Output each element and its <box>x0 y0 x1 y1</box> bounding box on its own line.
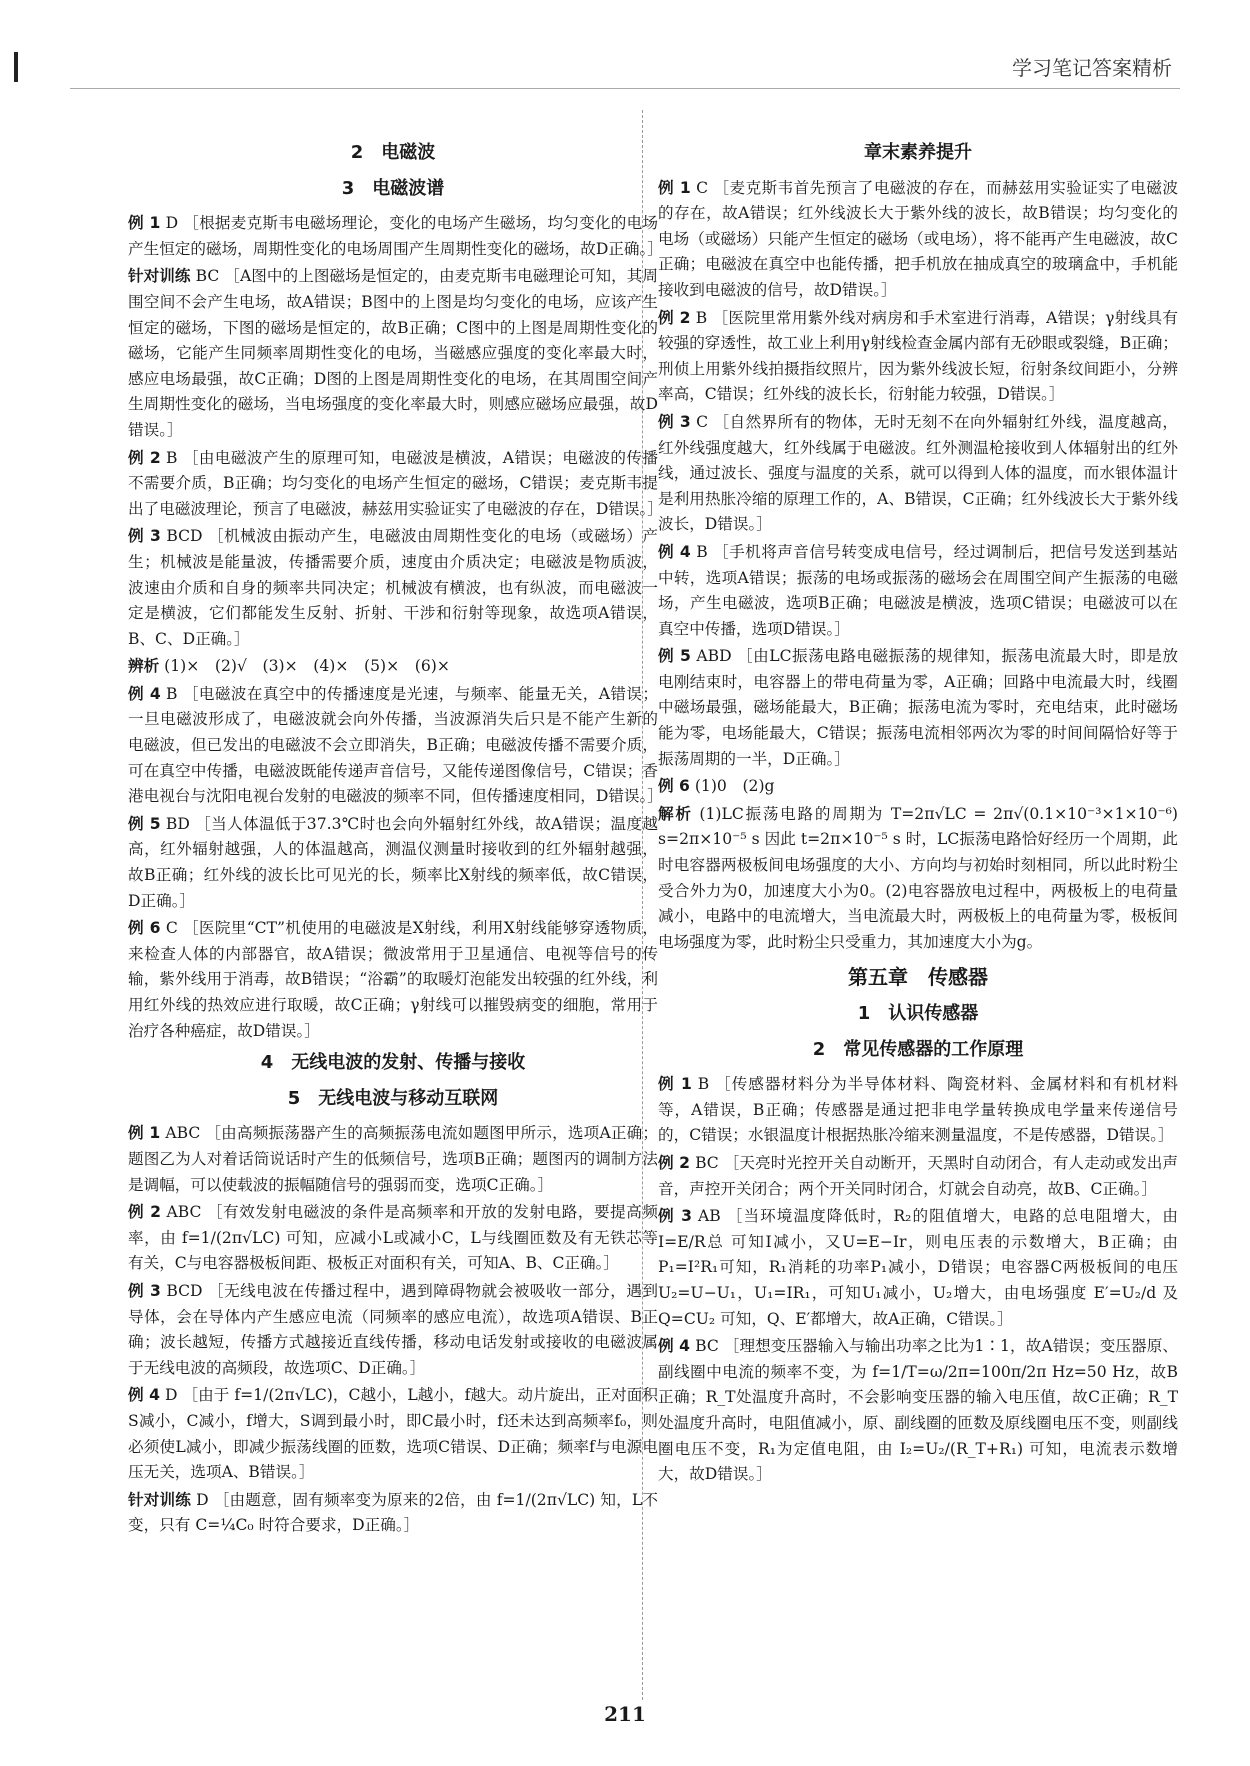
answer-text: BC ［A图中的上图磁场是恒定的，由麦克斯韦电磁理论可知，其周围空间不会产生电场，故A错误；B图中的上图是均匀变化的电场，应该产生恒定的磁场，下图的磁场是恒定的，故B正确；C图中的上图是周期性变化的磁场，它能产生同频率周期性变化的电场，当磁感应强度的变化率最大时，感应电场最强，故C正确；D图的上图是周期性变化的电场，在其周围空间产生周期性变化的磁场，当电场强度的变化率最大时，则感应磁场应最强，故D错误。］ <box>128 267 658 439</box>
answer-item <box>128 211 663 262</box>
answer-item <box>658 410 1178 538</box>
answer-label: 例 1 <box>128 214 161 233</box>
left-column <box>128 134 663 1541</box>
answer-item <box>658 774 1178 800</box>
answer-text: B ［电磁波在真空中的传播速度是光速，与频率、能量无关，A错误；一旦电磁波形成了，电磁波就会向外传播，当波源消失后只是不能产生新的电磁波，但已发出的电磁波不会立即消失，B正确；电磁波传播不需要介质，可在真空中传播，电磁波既能传递声音信号，又能传递图像信号，C错误；香港电视台与沈阳电视台发射的电磁波的频率不同，但传播速度相同，D错误。］ <box>128 684 663 806</box>
answer-item <box>128 654 658 680</box>
answer-text: BCD ［机械波由振动产生，电磁波由周期性变化的电场（或磁场）产生；机械波是能量波，传播需要介质，速度由介质决定；电磁波是物质波，波速由介质和自身的频率共同决定；机械波有横波，也有纵波，而电磁波一定是横波，它们都能发生反射、折射、干涉和衍射等现象，故选项A错误，B、C、D正确。］ <box>128 527 659 648</box>
answer-text: ABC ［有效发射电磁波的条件是高频率和开放的发射电路，要提高频率，由 f=1/(2π√LC) 可知，应减小L或减小C，L与线圈匝数及有无铁芯等有关，C与电容器极板间距、极板正对面积有关，可知A、B、C正确。］ <box>128 1203 658 1273</box>
right-column <box>658 134 1178 1490</box>
answer-text: ABC ［由高频振荡器产生的高频振荡电流如题图甲所示，选项A正确；题图乙为人对着话筒说话时产生的低频信号，选项B正确；题图丙的调制方法是调幅，可以使载波的振幅随信号的强弱而变，选项C正确。］ <box>128 1124 658 1194</box>
answer-label: 解析 <box>658 804 693 823</box>
answer-label: 例 4 <box>128 1386 160 1405</box>
answer-text: C ［自然界所有的物体，无时无刻不在向外辐射红外线，温度越高，红外线强度越大，红外线属于电磁波。红外测温枪接收到人体辐射出的红外线，通过波长、强度与温度的关系，就可以得到人体的温度，而水银体温计是利用热胀冷缩的原理工作的，A、B错误，C正确；红外线波长大于紫外线波长，D错误。］ <box>658 412 1179 534</box>
answer-item <box>658 1204 1178 1332</box>
answer-list <box>658 176 1178 956</box>
answer-label: 例 6 <box>658 777 690 796</box>
chapter-heading: 第五章 传感器 <box>848 965 988 990</box>
answer-label: 例 4 <box>658 1337 691 1356</box>
answer-text: BCD ［无线电波在传播过程中，遇到障碍物就会被吸收一部分，遇到导体，会在导体内产生感应电流（同频率的感应电流），故选项A错误、B正确；波长越短，传播方式越接近直线传播，移动电话发射或接收的电磁波属于无线电波的高频段，故选项C、D正确。］ <box>128 1281 659 1377</box>
answer-text: (1)× (2)√ (3)× (4)× (5)× (6)× <box>164 657 450 676</box>
answer-text: BD ［当人体温低于37.3℃时也会向外辐射红外线，故A错误；温度越高，红外辐射越强，人的体温越高，测温仪测量时接收到的红外辐射越强，故B正确；红外线的波长比可见光的长，频率比X射线的频率低，故C错误，D正确。］ <box>128 814 658 910</box>
answer-item <box>658 306 1178 408</box>
answer-item <box>658 1334 1178 1488</box>
answer-label: 例 2 <box>658 308 691 327</box>
answer-label: 例 4 <box>128 684 161 703</box>
answer-label: 例 4 <box>658 542 691 561</box>
answer-item <box>128 682 663 810</box>
answer-label: 例 3 <box>658 1207 693 1226</box>
section-heading: 2 电磁波 <box>350 142 436 163</box>
answer-item <box>128 1383 658 1485</box>
answer-label: 例 6 <box>128 919 161 938</box>
answer-item <box>658 176 1178 304</box>
answer-text: ABD ［由LC振荡电路电磁振荡的规律知，振荡电流最大时，即是放电刚结束时，电容器上的带电荷量为零，A正确；回路中电流最大时，线圈中磁场最强，磁场能最大，B正确；振荡电流为零时，充电结束，此时磁场能为零，电场能最大，C错误；振荡电流相邻两次为零的时间间隔恰好等于振荡周期的一半，D正确。］ <box>658 647 1178 768</box>
answer-item <box>658 644 1178 772</box>
answer-item <box>128 446 663 523</box>
answer-text: BC ［天亮时光控开关自动断开，天黑时自动闭合，有人走动或发出声音，声控开关闭合；两个开关同时闭合，灯就会自动亮，故B、C正确。］ <box>658 1153 1179 1198</box>
answer-text: (1)LC振荡电路的周期为 T=2π√LC = 2π√(0.1×10⁻³×1×10⁻⁶) s=2π×10⁻⁵ s 因此 t=2π×10⁻⁵ s 时，LC振荡电路恰好经历一个周期，此时电容器两极板间电场强度的大小、方向均与初始时刻相同，所以此时粉尘受合外力为0，加速度大小为0。(2)电容器放电过程中，两极板上的电荷量减小，电路中的电流增大，当电流最大时，两极板上的电荷量为零，极板间电场强度为零，此时粉尘只受重力，其加速度大小为g。 <box>658 804 1178 951</box>
section-heading: 3 电磁波谱 <box>341 177 445 199</box>
answer-item <box>128 812 658 914</box>
answer-item <box>128 1200 658 1277</box>
section-heading: 1 认识传感器 <box>857 1003 979 1024</box>
answer-label: 例 3 <box>658 412 691 431</box>
answer-label: 例 3 <box>128 1281 161 1300</box>
answer-label: 例 2 <box>658 1153 691 1172</box>
answer-label: 针对训练 <box>128 1490 192 1509</box>
answer-list <box>658 1072 1178 1488</box>
answer-item <box>658 540 1178 642</box>
page-number: 211 <box>604 1702 646 1726</box>
section-heading: 4 无线电波的发射、传播与接收 <box>260 1052 526 1074</box>
answer-label: 例 1 <box>658 1075 692 1094</box>
answer-text: BC ［理想变压器输入与输出功率之比为1∶1，故A错误；变压器原、副线圈中电流的频率不变，为 f=1/T=ω/2π=100π/2π Hz=50 Hz，故B正确；R_T处温度升高时，不会影响变压器的输入电压值，故C正确；R_T处温度升高时，电阻值减小，原、副线圈的匝数及原线圈电压不变，则副线圈电压不变，R₁为定值电阻，由 I₂=U₂/(R_T+R₁) 可知，电流表示数增大，故D错误。］ <box>658 1337 1178 1484</box>
answer-text: C ［医院里“CT”机使用的电磁波是X射线，利用X射线能够穿透物质，来检查人体的内部器官，故A错误；微波常用于卫星通信、电视等信号的传输，紫外线用于消毒，故B错误；“浴霸”的取暖灯泡能发出较强的红外线，利用红外线的热效应进行取暖，故C正确；γ射线可以摧毁病变的细胞，常用于治疗各种癌症，故D错误。］ <box>128 919 658 1040</box>
answer-label: 例 5 <box>128 814 161 833</box>
answer-label: 例 2 <box>128 448 161 467</box>
answer-list <box>128 211 663 1044</box>
answer-text: B ［由电磁波产生的原理可知，电磁波是横波，A错误；电磁波的传播不需要介质，B正确；均匀变化的电场产生恒定的磁场，C错误；麦克斯韦提出了电磁波理论，预言了电磁波，赫兹用实验证实了电磁波的存在，D错误。］ <box>128 448 663 518</box>
section-heading: 2 常见传感器的工作原理 <box>812 1038 1024 1060</box>
header-rule <box>14 52 18 82</box>
answer-label: 辨析 <box>128 657 160 676</box>
answer-item <box>128 916 658 1044</box>
answer-label: 针对训练 <box>128 267 191 286</box>
answer-item <box>128 524 658 652</box>
answer-label: 例 2 <box>128 1203 161 1222</box>
answer-item <box>658 1072 1178 1149</box>
answer-item <box>128 1279 658 1381</box>
answer-item <box>128 1121 658 1198</box>
answer-label: 例 1 <box>128 1124 161 1143</box>
answer-text: D ［根据麦克斯韦电磁场理论，变化的电场产生磁场，均匀变化的电场产生恒定的磁场，周期性变化的电场周围产生周期性变化的磁场，故D正确。］ <box>128 214 663 258</box>
answer-text: AB ［当环境温度降低时，R₂的阻值增大，电路的总电阻增大，由 I=E/R总 可知I减小，又U=E−Ir，则电压表的示数增大，B正确；由P₁=I²R₁可知，R₁消耗的功率P₁减小，D错误；电容器C两极板间的电压U₂=U−U₁，U₁=IR₁，可知U₁减小，U₂增大，由电场强度 E′=U₂/d 及 Q=CU₂ 可知，Q、E′都增大，故A正确，C错误。］ <box>658 1207 1178 1328</box>
answer-item <box>658 1151 1178 1202</box>
answer-item <box>128 1488 658 1539</box>
answer-label: 例 3 <box>128 527 161 546</box>
answer-item <box>128 264 658 443</box>
answer-text: (1)0 (2)g <box>694 777 775 796</box>
answer-text: C ［麦克斯韦首先预言了电磁波的存在，而赫兹用实验证实了电磁波的存在，故A错误；红外线波长大于紫外线的波长，故B错误；均匀变化的电场（或磁场）只能产生恒定的磁场（或电场），将不能再产生电磁波，故C正确；电磁波在真空中也能传播，把手机放在抽成真空的玻璃盒中，手机能接收到电磁波的信号，故D错误。］ <box>658 178 1179 299</box>
answer-text: B ［手机将声音信号转变成电信号，经过调制后，把信号发送到基站中转，选项A错误；振荡的电场或振荡的磁场会在周围空间产生振荡的电磁场，产生电磁波，选项B正确；电磁波是横波，选项C错误；电磁波可以在真空中传播，选项D错误。］ <box>658 542 1178 638</box>
section-heading: 5 无线电波与移动互联网 <box>287 1087 499 1109</box>
answer-list <box>128 1121 658 1539</box>
answer-label: 例 5 <box>658 647 691 666</box>
answer-text: B ［传感器材料分为半导体材料、陶瓷材料、金属材料和有机材料等，A错误，B正确；传感器是通过把非电学量转换成电学量来传递信号的，C错误；水银温度计根据热胀冷缩来测量温度，不是传感器，D错误。］ <box>658 1075 1179 1145</box>
answer-label: 例 1 <box>658 178 691 197</box>
answer-text: D ［由题意，固有频率变为原来的2倍，由 f=1/(2π√LC) 知，L不变，只有 C=¼C₀ 时符合要求，D正确。］ <box>128 1490 658 1535</box>
header-divider <box>70 88 1180 89</box>
header-title: 学习笔记答案精析 <box>1012 56 1172 80</box>
answer-item <box>658 802 1178 956</box>
answer-text: B ［医院里常用紫外线对病房和手术室进行消毒，A错误；γ射线具有较强的穿透性，故工业上利用γ射线检查金属内部有无砂眼或裂缝，B正确；刑侦上用紫外线拍摄指纹照片，因为紫外线波长短，衍射条纹间距小，分辨率高，C错误；红外线的波长长，衍射能力较强，D错误。］ <box>658 308 1178 404</box>
section-heading: 章末素养提升 <box>864 142 972 163</box>
answer-text: D ［由于 f=1/(2π√LC)，C越小，L越小，f越大。动片旋出，正对面积S减小，C减小，f增大，S调到最小时，即C最小时，f还未达到高频率f₀，则必须使L减小，即减少振荡线圈的匝数，选项C错误、D正确；频率f与电源电压无关，选项A、B错误。］ <box>128 1386 658 1482</box>
